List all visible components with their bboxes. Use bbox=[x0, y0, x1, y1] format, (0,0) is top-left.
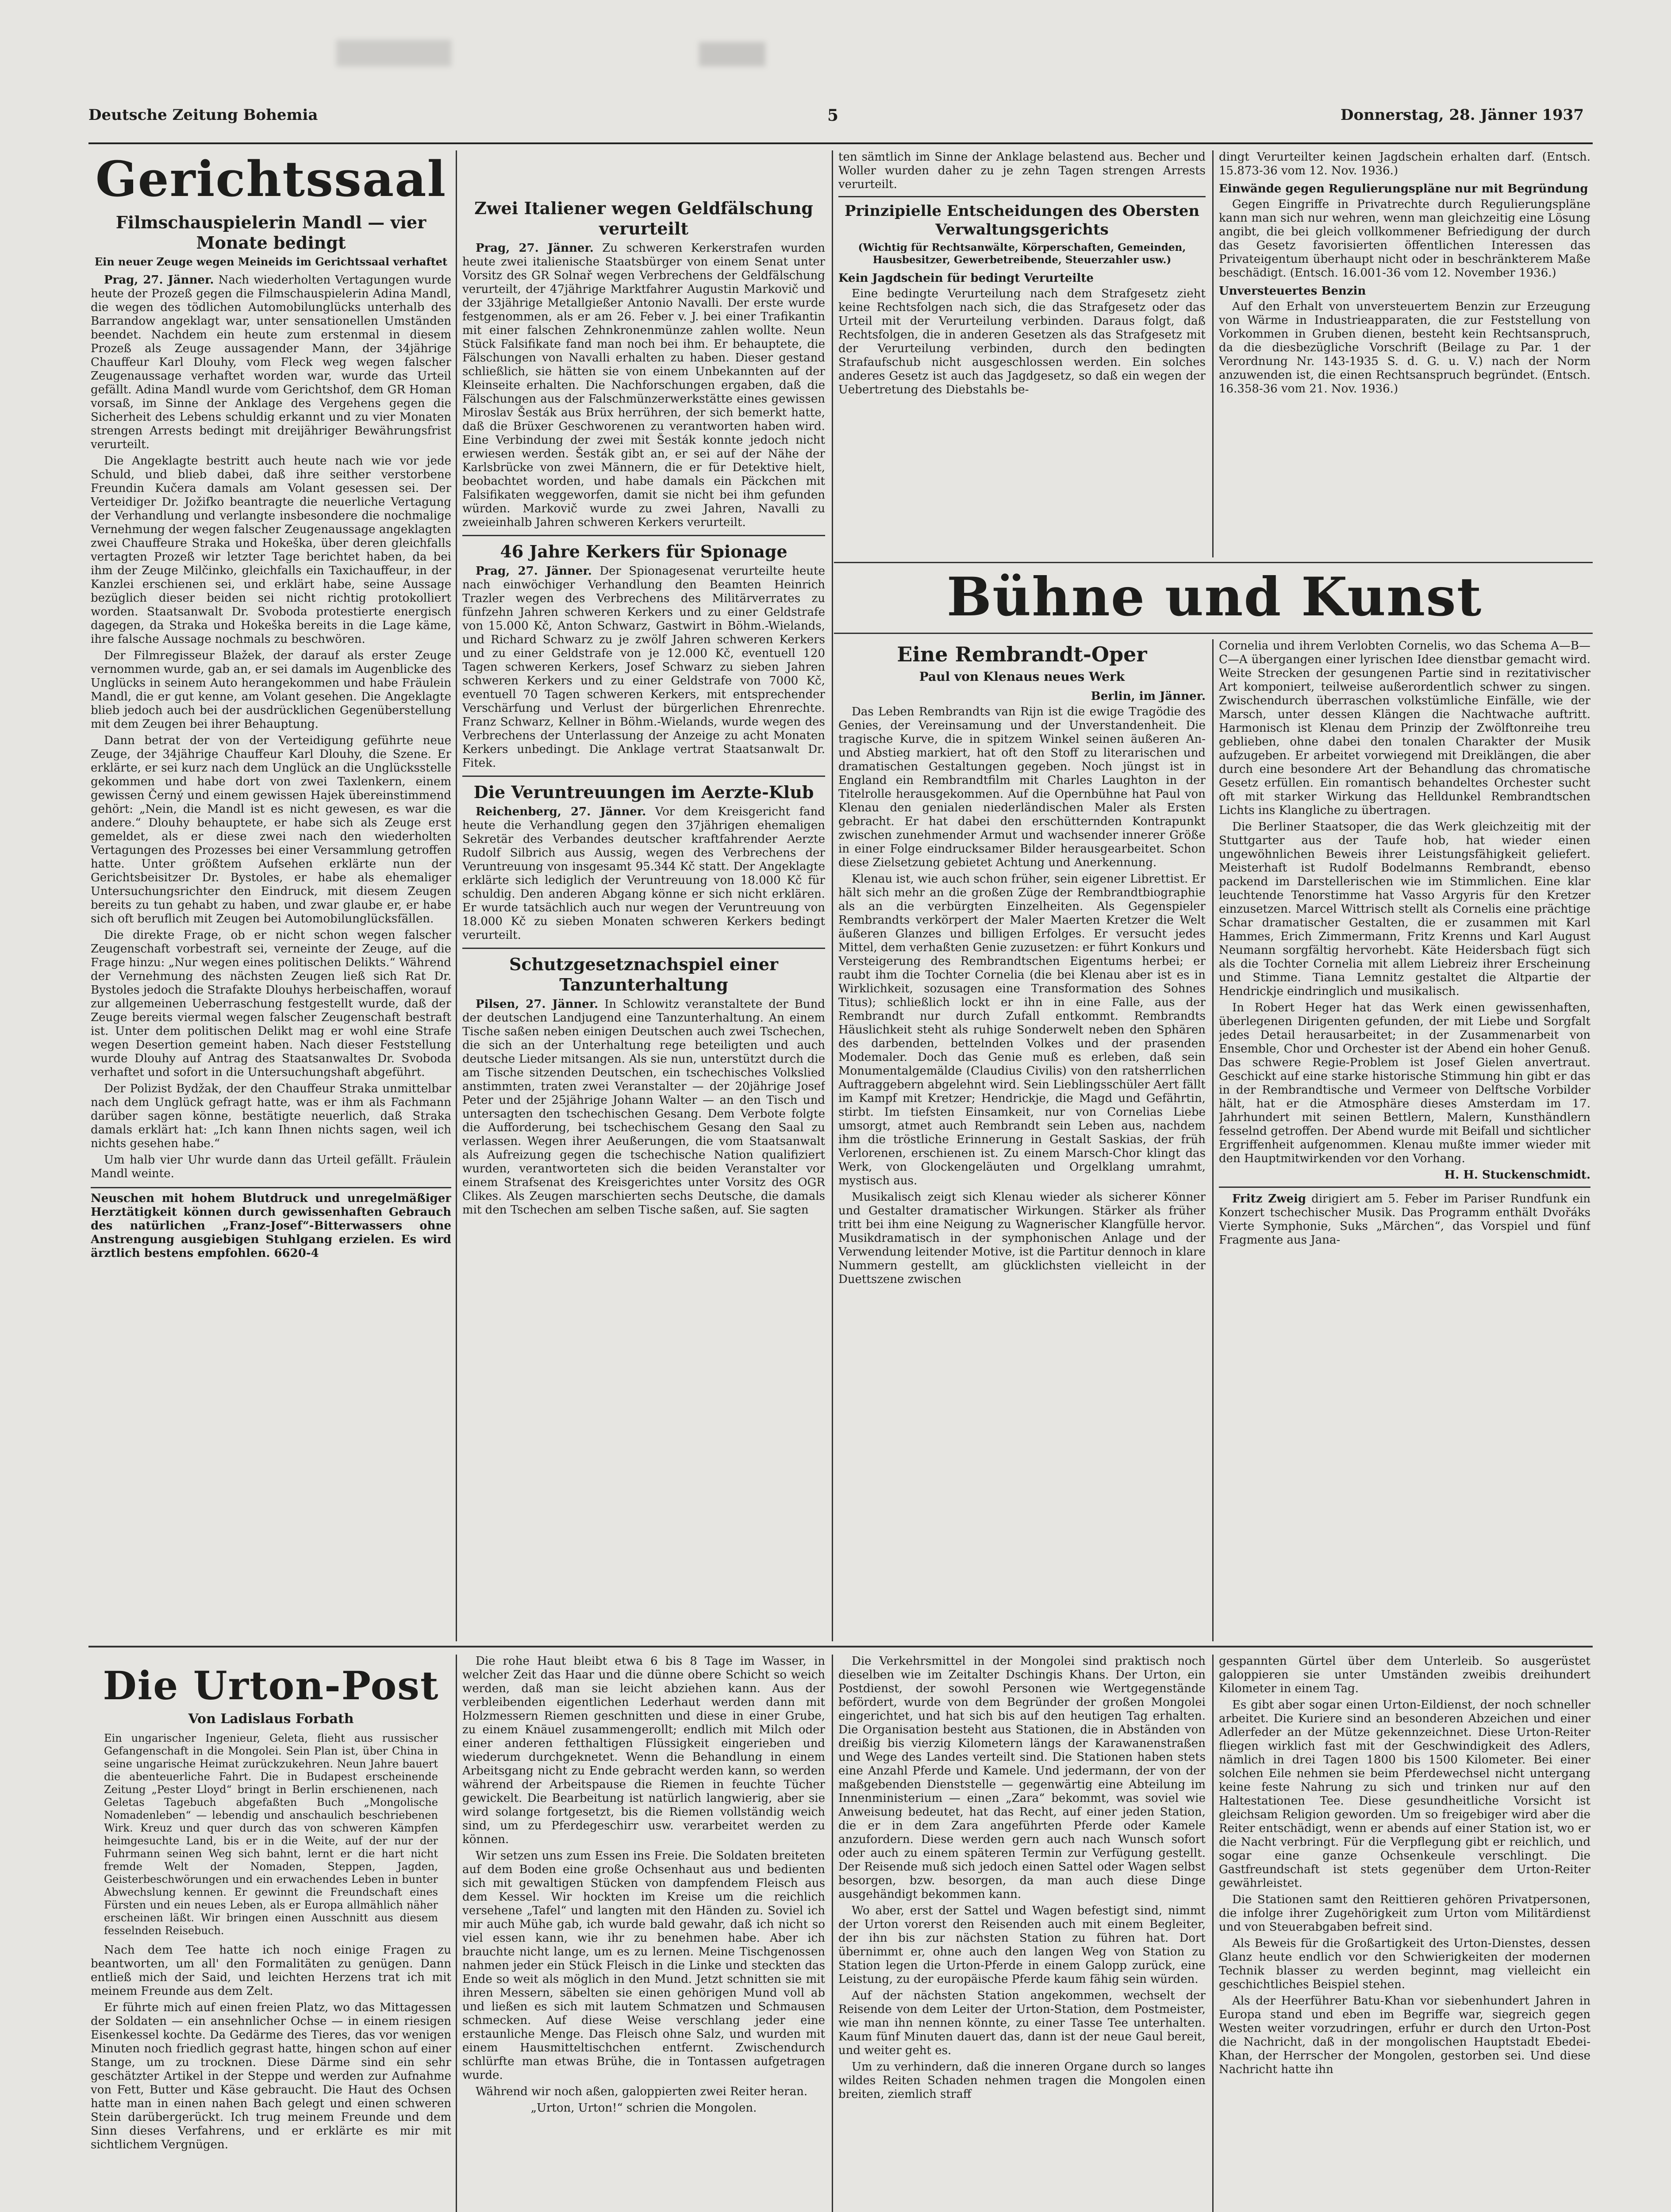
article-title-italiener: Zwei Italiener wegen Geldfälschung verurteilt bbox=[474, 198, 813, 238]
feuilleton-intro: Ein ungarischer Ingenieur, Geleta, flieht aus russischer Gefangenschaft in die Mongolei. Sein Plan ist, über China in seine ungarische Heimat zurückzukehren. Neun Jahre bauert die abenteuerliche Fahrt. Die in Budapest erscheinende Zeitung „Pester Lloyd“ bringt in Berlin erschienenen, nach Geletas Tagebuch abgefaßten Buch „Mongolische Nomadenleben“ — lebendig und anschaulich beschriebenen Wirk. Kreuz und quer durch das von schweren Kämpfen heimgesuchte Land, bis er in die Weite, auf der nur der Fuhrmann seinen Weg sich bahnt, lernt er die hart nicht fremde Welt der Nomaden, Steppen, Jagden, Geisterbeschwörungen und ein erwachendes Leben in bunter Abwechslung kennen. Er gewinnt die Freundschaft eines Fürsten und ein neues Leben, als er Europa allmählich näher erscheinen läßt. Wir bringen einen Ausschnitt aus diesem fesselnden Reisebuch. bbox=[104, 1732, 438, 1937]
author-signature: H. H. Stuckenschmidt. bbox=[1444, 1168, 1590, 1182]
column-4-top bbox=[1219, 150, 1590, 557]
column-rule bbox=[456, 150, 457, 1641]
article-paragraph: Als der Heerführer Batu-Khan vor siebenhundert Jahren in Europa stand und eben im Begriffe war, siegreich gegen Westen weiter vorzudringen, erfuhr er durch den Urton-Post die Nachricht, daß in der mongolischen Hauptstadt Ebedei-Khan, der Herrscher der Mongolen, gestorben sei. Und diese Nachricht hatte ihn bbox=[1219, 1994, 1590, 2076]
article-paragraph: Die Angeklagte bestritt auch heute nach wie vor jede Schuld, und blieb dabei, daß ihre seither verstorbene Freundin Kučera damals am Volant gesessen sei. Der Verteidiger Dr. Jožifko beantragte die neuerliche Vertagung der Verhandlung und verlangte insbesondere die nochmalige Vernehmung der wegen falscher Zeugenaussage angeklagten zwei Chauffeure Straka und Hokeška, über deren gleichfalls vertagten Prozeß wir letzter Tage berichtet haben, da bei ihm der Zeuge Milčinko, gleichfalls ein Taxichauffeur, in der Kanzlei erschienen sei, und erklärt habe, seine Aussage bezüglich dieser beiden sei nicht richtig protokolliert worden. Staatsanwalt Dr. Svoboda protestierte energisch dagegen, da Straka und Hokeška bereits in die Lage käme, ihre falsche Aussage nochmals zu beschwören. bbox=[91, 454, 451, 646]
feuilleton-column-1 bbox=[91, 1655, 451, 2212]
article-title-mandl: Filmschauspielerin Mandl — vier Monate bedingt bbox=[115, 212, 426, 253]
article-subtitle-mandl: Ein neuer Zeuge wegen Meineids im Gerichtssaal verhaftet bbox=[94, 255, 448, 268]
article-paragraph: Die Stationen samt den Reittieren gehören Privatpersonen, die infolge ihrer Zugehörigkeit zum Urton vom Militärdienst und von Steuerabgaben befreit sind. bbox=[1219, 1893, 1590, 1934]
subhead-jagdschein: Kein Jagdschein für bedingt Verurteilte bbox=[838, 272, 1094, 285]
article-paragraph: Um zu verhindern, daß die inneren Organe durch so langes wildes Reiten Schaden nehmen tragen die Mongolen einen breiten, ziemlich straff bbox=[838, 2060, 1206, 2101]
column-2 bbox=[462, 195, 825, 1641]
article-rule bbox=[462, 948, 825, 949]
article-paragraph: Er führte mich auf einen freien Platz, wo das Mittagessen der Soldaten — ein ansehnlicher Ochse — in einem riesigen Eisenkessel kochte. Da Gedärme des Tieres, das vor wenigen Minuten noch friedlich gegrast hatte, hingen schon auf einer Stange, um zu trocknen. Diese Därme sind ein sehr geschätzter Artikel in der Steppe und werden zur Aufnahme von Fett, Butter und Käse gebraucht. Die Haut des Ochsen hatte man in einen nahen Bach gelegt und einen schweren Stein darübergerückt. Ich trug meinem Freunde und dem Sinn dieses Verfahrens, und er erklärte es mir mit sichtlichem Vergnügen. bbox=[91, 2001, 451, 2151]
article-paragraph: gespannten Gürtel über dem Unterleib. So ausgerüstet galoppieren sie unter Umständen zweibis dreihundert Kilometer in einem Tag. bbox=[1219, 1655, 1590, 1695]
article-paragraph: Nach dem Tee hatte ich noch einige Fragen zu beantworten, um all' den Formalitäten zu genügen. Dann entließ mich der Said, und leichten Herzens trat ich mit meinem Freunde aus dem Zelt. bbox=[91, 1943, 451, 1998]
section-rule bbox=[834, 633, 1593, 634]
article-title-aerzteklub: Die Veruntreuungen im Aerzte-Klub bbox=[473, 782, 814, 802]
column-rule bbox=[832, 1655, 833, 2212]
article-paragraph: Während wir noch aßen, galoppierten zwei Reiter heran. bbox=[476, 2085, 808, 2098]
article-subtitle-rembrandt: Paul von Klenaus neues Werk bbox=[919, 669, 1125, 684]
article-paragraph: Gegen Eingriffe in Privatrechte durch Regulierungspläne kann man sich nur wehren, wenn man gleichzeitig eine Lösung angibt, die bei gleich vollkommener Befriedigung der durch das Gesetz favorisierten öffentlichen Interessen das Privateigentum überhaupt nicht oder in beschränkterem Maße beschädigt. (Entsch. 16.001-36 vom 12. November 1936.) bbox=[1219, 198, 1590, 280]
scan-smudge bbox=[336, 40, 451, 66]
article-paragraph bbox=[462, 565, 825, 770]
paragraph-text: dirigiert am 5. Feber im Pariser Rundfunk ein Konzert tschechischer Musik. Das Programm enthält Dvořáks Vierte Symphonie, Suks „Märchen“, das Vorspiel und fünf Fragmente aus Jana- bbox=[1219, 1192, 1590, 1247]
dateline: Pilsen, 27. Jänner. bbox=[476, 998, 599, 1011]
article-paragraph: dingt Verurteilter keinen Jagdschein erhalten darf. (Entsch. 15.873-36 vom 12. Nov. 1936.) bbox=[1219, 150, 1590, 177]
feuilleton-title: Die Urton-Post bbox=[103, 1663, 439, 1709]
subhead-regulierung: Einwände gegen Regulierungspläne nur mit Begründung bbox=[1219, 182, 1588, 196]
article-paragraph: Eine bedingte Verurteilung nach dem Strafgesetz zieht keine Rechtsfolgen nach sich, die das Strafgesetz oder das Urteil mit der Verurteilung verbinden. Daraus folgt, daß Rechtsfolgen, die in anderen Gesetzen als das Strafgesetz mit der Verurteilung verbinden, durch den bedingten Strafaufschub nicht ausgeschlossen werden. Ein solches anderes Gesetz ist auch das Jagdgesetz, so daß ein wegen der Uebertretung des Diebstahls be- bbox=[838, 287, 1206, 396]
issue-date: Donnerstag, 28. Jänner 1937 bbox=[1340, 106, 1584, 124]
dateline: Prag, 27. Jänner. bbox=[104, 273, 214, 287]
article-paragraph: Die Verkehrsmittel in der Mongolei sind praktisch noch dieselben wie im Zeitalter Dschingis Khans. Der Urton, ein Postdienst, der sowohl Personen wie Wertgegenstände befördert, wurde von dem Begründer der großen Mongolei eingerichtet, und hat sich bis auf den heutigen Tag erhalten. Die Organisation besteht aus Stationen, die in Abständen von dreißig bis vierzig Kilometern längs der Karawanenstraßen und Wege des Landes verteilt sind. Die Stationen haben stets eine Anzahl Pferde und Kamele. Und jedermann, der von der maßgebenden Dienststelle — gegenwärtig eine Abteilung im Innenministerium — einen „Zara“ bekommt, was soviel wie Anweisung bedeutet, hat das Recht, auf einer jeden Station, die er in dem Zara angeführten Pferde oder Kamele anzufordern. Diese werden gern auch nach Wunsch sofort oder auch zu einem späteren Termin zur Verfügung gestellt. Der Reisende muß sich jedoch einen Sattel oder Wagen selbst besorgen, bzw. besorgen, da man auch diese Dinge ausgehändigt bekommen kann. bbox=[838, 1655, 1206, 1901]
article-rule bbox=[462, 535, 825, 536]
article-paragraph: Wo aber, erst der Sattel und Wagen befestigt sind, nimmt der Urton vorerst den Reisenden auch mit einem Begleiter, der ihn bis zur nächsten Station zu führen hat. Dort übernimmt er, ohne auch den langen Weg von Station zu Station legen die Urton-Pferde in einem Galopp zurück, eine Leistung, zu der europäische Pferde kaum fähig sein würden. bbox=[838, 1904, 1206, 1986]
section-rule bbox=[834, 562, 1593, 563]
article-paragraph: Als Beweis für die Großartigkeit des Urton-Dienstes, dessen Glanz heute endlich vor den Schwierigkeiten der modernen Technik blasser zu werden beginnt, mag vielleicht ein geschichtliches Beispiel stehen. bbox=[1219, 1937, 1590, 1991]
feuilleton-author: Von Ladislaus Forbath bbox=[188, 1711, 354, 1727]
article-paragraph bbox=[91, 273, 451, 452]
column-3-top bbox=[838, 150, 1206, 557]
article-paragraph: Die Berliner Staatsoper, die das Werk gleichzeitig mit der Stuttgarter aus der Taufe hob, hat wieder einen ungewöhnlichen Beweis ihrer Leistungsfähigkeit geliefert. Meisterhaft ist Rudolf Bodelmanns Rembrandt, ebenso packend im Darstellerischen wie im Stimmlichen. Eine klar leuchtende Tenorstimme hat Vasso Argyris für den Kretzer einzusetzen. Marcel Wittrisch stellt als Cornelis eine prächtige Schar dramatischer Gestalten, die er zusammen mit Karl Hammes, Erich Zimmermann, Fritz Krenns und Karl August Neumann sorgfältig hervorhebt. Käte Heidersbach fügt sich als die Tochter Cornelia mit allem Liebreiz ihrer Erscheinung und Stimme. Tiana Lemnitz gestaltet die Altpartie der Hendrickje eindringlich und musikalisch. bbox=[1219, 820, 1590, 998]
subhead-zweig: Fritz Zweig bbox=[1232, 1192, 1306, 1206]
article-paragraph: Musikalisch zeigt sich Klenau wieder als sicherer Könner und Gestalter dramatischer Wirkungen. Stärker als früher tritt bei ihm eine Neigung zu Wagnerischer Klangfülle hervor. Musikdramatisch in der symphonischen Anlage und der Verwendung leitender Motive, ist die Partitur dennoch in klare Nummern gestellt, am glücklichsten vielleicht in der Duettszene zwischen bbox=[838, 1190, 1206, 1286]
article-rule bbox=[838, 196, 1206, 197]
article-title-rembrandt: Eine Rembrandt-Oper bbox=[897, 642, 1147, 666]
article-paragraph: ten sämtlich im Sinne der Anklage belastend aus. Becher und Woller wurden daher zu je zehn Tagen strengen Arrests verurteilt. bbox=[838, 150, 1206, 191]
article-paragraph: Um halb vier Uhr wurde dann das Urteil gefällt. Fräulein Mandl weinte. bbox=[91, 1153, 451, 1180]
article-paragraph: Der Filmregisseur Blažek, der darauf als erster Zeuge vernommen wurde, gab an, er sei damals im Augenblicke des Unglücks in seinem Auto herangekommen und habe Fräulein Mandl, die er gut kenne, am Volant gesehen. Die Angeklagte blieb jedoch auch bei der ausdrücklichen Gegenüberstellung mit dem Zeugen bei ihrer Behauptung. bbox=[91, 649, 451, 731]
page-header bbox=[88, 106, 1584, 142]
article-paragraph: Der Polizist Bydžak, der den Chauffeur Straka unmittelbar nach dem Unglück gefragt hatte, was er ihm als Fachmann darüber sagen könne, bestätigte neuerlich, daß Straka damals erklärt hat: „Ich kann Ihnen nichts sagen, weil ich nichts gesehen habe.“ bbox=[91, 1082, 451, 1150]
article-paragraph: Auf den Erhalt von unversteuertem Benzin zur Erzeugung von Wärme in Industrieapparaten, die zur Feststellung von Vorkommen in Gruben dienen, besteht kein Rechtsanspruch, da die diesbezügliche Vorschrift (Beilage zu Par. 1 der Verordnung Nr. 143-1935 S. d. G. u. V.) nach der Norm anzuwenden ist, die einen Rechtsanspruch begründet. (Entsch. 16.358-36 vom 21. Nov. 1936.) bbox=[1219, 300, 1590, 396]
article-rule bbox=[1219, 1187, 1590, 1188]
dateline: Berlin, im Jänner. bbox=[1091, 690, 1206, 703]
article-paragraph: Auf der nächsten Station angekommen, wechselt der Reisende von dem Leiter der Urton-Station, dem Postmeister, wie man ihn nennen könnte, zu einer Tasse Tee unterhalten. Kaum fünf Minuten dauert das, dann ist der neue Gaul bereit, und weiter geht es. bbox=[838, 1989, 1206, 2057]
article-subtitle-verwaltungsgericht: (Wichtig für Rechtsanwälte, Körperschaften, Gemeinden, Hausbesitzer, Gewerbetreibende, Steuerzahler usw.) bbox=[858, 242, 1186, 266]
page-number: 5 bbox=[827, 106, 839, 125]
paragraph-text: Der Spionagesenat verurteilte heute nach einwöchiger Verhandlung den Beamten Heinrich Trazler wegen des Verbrechens des Militärverrates zu fünfzehn Jahren schweren Kerkers und zu einer Geldstrafe von 15.000 Kč, Anton Schwarz, Gastwirt in Böhm.-Wielands, und Richard Schwarz zu je zwölf Jahren schweren Kerkers und zu einer Geldstrafe von je 12.000 Kč, eventuell 120 Tagen schweren Kerkers, Josef Schwarz zu sieben Jahren schweren Kerkers und zu einer Geldstrafe von 7000 Kč, eventuell 70 Tagen schweren Kerkers, mit entsprechender Verschärfung und Verlust der bürgerlichen Ehrenrechte. Franz Schwarz, Kellner in Böhm.-Wielands, wurde wegen des Verbrechens der Unterlassung der Anzeige zu acht Monaten Kerkers unbedingt. Die Anklage vertrat Staatsanwalt Dr. Fitek. bbox=[462, 565, 825, 770]
paragraph-text: Nach wiederholten Vertagungen wurde heute der Prozeß gegen die Filmschauspielerin Adina Mandl, die wegen des tödlichen Automobilunglücks unterhalb des Barrandow angeklagt war, unter sensationellen Umständen beendet. Nachdem ein heute zum erstenmal in diesem Prozeß als Zeuge aussagender Mann, der 34jährige Chauffeur Karl Dlouhy, vom Fleck weg wegen falscher Zeugenaussage verhaftet worden war, wurde das Urteil gefällt. Adina Mandl wurde vom Gerichtshof, dem GR Homan vorsaß, im Sinne der Anklage des Vergehens gegen die Sicherheit des Lebens schuldig erkannt und zu vier Monaten strengen Arrests bedingt mit dreijähriger Bewährungsfrist verurteilt. bbox=[91, 273, 451, 451]
article-title-tanzunterhaltung: Schutzgesetznachspiel einer Tanzunterhaltung bbox=[509, 954, 779, 995]
feuilleton-column-4 bbox=[1219, 1655, 1590, 2212]
column-rule bbox=[1212, 639, 1214, 1641]
dateline: Reichenberg, 27. Jänner. bbox=[476, 805, 646, 818]
dateline: Prag, 27. Jänner. bbox=[476, 242, 594, 255]
column-1 bbox=[91, 150, 451, 1641]
column-rule bbox=[1212, 1655, 1214, 2212]
scan-smudge-2 bbox=[699, 42, 765, 66]
section-heading-buehne: Bühne und Kunst bbox=[946, 566, 1483, 628]
advertisement-notice: Neuschen mit hohem Blutdruck und unregelmäßiger Herztätigkeit können durch gewissenhaften Gebrauch des natürlichen „Franz-Josef“-Bitterwassers ohne Anstrengung ausgiebigen Stuhlgang erzielen. Es wird ärztlich bestens empfohlen. 6620-4 bbox=[91, 1187, 451, 1260]
feuilleton-column-2 bbox=[462, 1655, 825, 2212]
article-paragraph: Klenau ist, wie auch schon früher, sein eigener Librettist. Er hält sich mehr an die großen Züge der Rembrandtbiographie als an die verbürgten Einzelheiten. Als Gegenspieler Rembrandts verkörpert der Maler Maerten Kretzer die Welt äußeren Glanzes und billigen Erfolges. Er versucht jedes Mittel, dem verhaßten Genie zuzusetzen: er führt Konkurs und Versteigerung des Rembrandtschen Eigentums herbei; er raubt ihm die Tochter Cornelia (die bei Klenau aber ist es in Wirklichkeit, sozusagen eine Transformation des Sohnes Titus); schließlich lockt er ihn in eine Falle, aus der Rembrandt nur durch Zufall entkommt. Rembrandts Häuslichkeit steht als ruhige Sonderwelt neben den Sphären des darbenden, bettelnden Volkes und der prasenden Modemaler. Doch das Genie muß es erleben, daß sein Monumentalgemälde (Claudius Civilis) von den ratsherrlichen Auftraggebern abgelehnt wird. Sein Lieblingsschüler Aert fällt im Kampf mit Kretzer; Hendrickje, die Magd und Gefährtin, stirbt. Im tiefsten Einsamkeit, nur von Cornelias Liebe umsorgt, atmet auch Rembrandt sein Leben aus, nachdem ihm die tröstliche Erinnerung in Gestalt Saskias, der früh Verlorenen, erschienen ist. Zu einem Marsch-Chor klingt das Werk, von Glockengeläuten und Orgelklang umrahmt, mystisch aus. bbox=[838, 872, 1206, 1187]
paragraph-text: Vor dem Kreisgericht fand heute die Verhandlung gegen den 37jährigen ehemaligen Sekretär des Verbandes deutscher kraftfahrender Aerzte Rudolf Silbrich aus Aussig, wegen des Verbrechens der Veruntreuung von insgesamt 95.344 Kč statt. Der Angeklagte erklärte sich lediglich der Veruntreuung von 18.000 Kč für schuldig. Den anderen Abgang könne er sich nicht erklären. Er wurde tatsächlich auch nur wegen der Veruntreuung von 18.000 Kč zu sieben Monaten schweren Kerkers bedingt verurteilt. bbox=[462, 805, 825, 942]
paragraph-text: Zu schweren Kerkerstrafen wurden heute zwei italienische Staatsbürger von einem Senat unter Vorsitz des GR Solnař wegen Verbrechens der Geldfälschung verurteilt, der 47jährige Marktfahrer Augustin Markovič und der 33jährige Metallgießer Antonio Navalli. Der erste wurde festgenommen, als er am 26. Feber v. J. bei einer Trafikantin mit einer falschen Zehnkronenmünze zahlen wollte. Neun Stück Falsifikate fand man noch bei ihm. Er behauptete, die Fälschungen von Navalli erhalten zu haben. Dieser gestand schließlich, sie hätten sie von einem Unbekannten auf der Kleinseite erhalten. Die Nachforschungen ergaben, daß die Fälschungen aus der Falschmünzerwerkstätte eines gewissen Miroslav Šesták aus Brüx herrühren, der sich bemerkt hatte, daß die Brüxer Geschworenen zu verantworten haben wird. Eine Verbindung der zwei mit Šesták konnte jedoch nicht erwiesen werden. Šesták gibt an, er sei auf der Nähe der Karlsbrücke von zwei Männern, die er für Detektive hielt, beobachtet worden, und habe damals ein Päckchen mit Falsifikaten weggeworfen, damit sie nicht bei ihm gefunden würden. Markovič wurde zu zwei Jahren, Navalli zu zweieinhalb Jahren schweren Kerkers verurteilt. bbox=[462, 242, 825, 529]
article-paragraph: Die rohe Haut bleibt etwa 6 bis 8 Tage im Wasser, in welcher Zeit das Haar und die dünne obere Schicht so weich werden, daß man sie leicht abziehen kann. Aus der verbleibenden eigentlichen Lederhaut werden dann mit Holzmessern Riemen geschnitten und diese in einer Grube, zu einem Knäuel zusammengerollt; endlich mit Milch oder einer anderen fetthaltigen Flüssigkeit eingerieben und wiederum durchgeknetet. Wenn die Behandlung in einem Arbeitsgang nicht zu Ende gebracht werden kann, so werden während der Arbeitspause die Riemen in feuchte Tücher gewickelt. Die Bearbeitung ist natürlich langwierig, aber sie wird solange fortgesetzt, bis die Riemen vollständig weich sind, um zu Pferdegeschirr usw. verarbeitet werden zu können. bbox=[462, 1655, 825, 1846]
article-paragraph bbox=[462, 805, 825, 942]
article-paragraph: „Urton, Urton!“ schrien die Mongolen. bbox=[530, 2101, 757, 2115]
article-rule bbox=[462, 776, 825, 777]
section-heading-gerichtssaal: Gerichtssaal bbox=[95, 150, 447, 207]
article-paragraph: Die direkte Frage, ob er nicht schon wegen falscher Zeugenschaft vorbestraft sei, verneinte der Zeuge, auf die Frage hinzu: „Nur wegen eines politischen Delikts.“ Während der Vernehmung des nächsten Zeugen ließ sich Rat Dr. Bystoles jedoch die Strafakte Dlouhys herbeischaffen, worauf zur allgemeinen Ueberraschung festgestellt wurde, daß der Zeuge bereits viermal wegen falscher Zeugenschaft bestraft ist. Unter dem politischen Delikt mag er wohl eine Strafe wegen Desertion gemeint haben. Nach dieser Feststellung wurde Dlouhy auf Antrag des Staatsanwaltes Dr. Svoboda verhaftet und sofort in die Untersuchungshaft abgeführt. bbox=[91, 929, 451, 1079]
dateline: Prag, 27. Jänner. bbox=[476, 565, 592, 578]
article-title-spionage: 46 Jahre Kerkers für Spionage bbox=[500, 541, 787, 561]
column-3-rembrandt bbox=[838, 639, 1206, 1641]
paragraph-text: In Schlowitz veranstaltete der Bund der deutschen Landjugend eine Tanzunterhaltung. An einem Tische saßen neben einigen Deutschen auch zwei Tschechen, die sich an der Unterhaltung rege beteiligten und auch deutsche Lieder mitsangen. Als sie nun, unterstützt durch die am Tische sitzenden Deutschen, ein tschechisches Volkslied anstimmten, traten zwei Veranstalter — der 20jährige Josef Peter und der 25jährige Johann Walter — an den Tisch und untersagten den tschechischen Gesang. Dem Verbote folgte die Aufforderung, bei tschechischem Gesang den Saal zu verlassen. Wegen ihrer Aeußerungen, die vom Staatsanwalt als Aufreizung gegen die tschechische Nation qualifiziert wurden, verantworteten sich die beiden Veranstalter vor einem Strafsenat des Kreisgerichtes unter Vorsitz des OGR Clikes. Als Zeugen marschierten sechs Deutsche, die damals mit den Tschechen am selben Tische saßen, auf. Sie sagten bbox=[462, 998, 825, 1217]
feuilleton-column-3 bbox=[838, 1655, 1206, 2212]
article-paragraph: In Robert Heger hat das Werk einen gewissenhaften, überlegenen Dirigenten gefunden, der mit Liebe und Sorgfalt jedes Detail herausarbeitet; in der Zusammenarbeit von Ensemble, Chor und Orchester ist der Abend ein hoher Genuß. Das schwere Regie-Problem ist Josef Gielen anvertraut. Geschickt auf eine starke historische Stimmung hin gibt er das in der Rembrandtische und Vermeer von Delftsche Vorbilder hält, hat er die Atmosphäre dieses Amsterdam im 17. Jahrhundert mit seinen Bettlern, Malern, Kunsthändlern fesselnd getroffen. Der Abend wurde mit Beifall und sichtlicher Ergriffenheit aufgenommen. Klenau mußte immer wieder mit den Hauptmitwirkenden vor den Vorhang. bbox=[1219, 1001, 1590, 1165]
column-4-rembrandt bbox=[1219, 639, 1590, 1641]
article-title-verwaltungsgericht: Prinzipielle Entscheidungen des Obersten Verwaltungsgerichts bbox=[844, 202, 1200, 238]
column-rule bbox=[1212, 150, 1214, 557]
article-paragraph: Cornelia und ihrem Verlobten Cornelis, wo das Schema A—B—C—A übergangen einer lyrischen Idee dienstbar gemacht wird. Weite Strecken der gesungenen Partie sind in rezitativischer Art komponiert, teilweise außerordentlich schwer zu singen. Zwischendurch überraschen volkstümliche Einfälle, wie der Marsch, unter dessen Klängen die Nachtwache auftritt. Harmonisch ist Klenau dem Prinzip der Zwölftonreihe treu geblieben, ohne dabei den tonalen Charakter der Musik aufzugeben. Er arbeitet vorwiegend mit Dreiklängen, die aber durch eine besondere Art der Behandlung das chromatische Gesetz erfüllen. Ein romantisch behandeltes Orchester sucht oft mit starker Wirkung das Helldunkel Rembrandtschen Lichts ins Klangliche zu übertragen. bbox=[1219, 639, 1590, 817]
article-paragraph bbox=[462, 998, 825, 1217]
column-rule bbox=[456, 1655, 457, 2212]
feuilleton-rule bbox=[88, 1646, 1593, 1647]
article-paragraph: Es gibt aber sogar einen Urton-Eildienst, der noch schneller arbeitet. Die Kuriere sind an besonderen Abzeichen und einer Adlerfeder an der Mütze gekennzeichnet. Diese Urton-Reiter fliegen wirklich fast mit der Geschwindigkeit des Adlers, nämlich in drei Tagen 1800 bis 1500 Kilometer. Bei einer solchen Eile nehmen sie beim Pferdewechsel nicht untergang keine feste Nahrung zu sich und trinken nur auf den Haltestationen Tee. Diese gesundheitliche Vorsicht ist gleichsam Religion geworden. Um so freigebiger wird aber die Reiter entschädigt, wenn er abends auf einer Station ist, wo er die Nacht verbringt. Für die Verpflegung gibt er reichlich, und sogar eine ganze Ochsenkeule verschlingt. Die Gastfreundschaft ist stets gegenüber dem Urton-Reiter gewährleistet. bbox=[1219, 1698, 1590, 1890]
article-paragraph: Das Leben Rembrandts van Rijn ist die ewige Tragödie des Genies, der Vereinsamung und der Unverstandenheit. Die tragische Kurve, die in spitzem Winkel seinen äußeren An- und Abstieg markiert, hat oft den Stoff zu literarischen und dramatischen Gestaltungen gegeben. Noch jüngst ist in England ein Rembrandtfilm mit Charles Laughton in der Titelrolle herausgekommen. Auf die Opernbühne hat Paul von Klenau den genialen niederländischen Maler als Ersten gebracht. Er hat dabei den erschütternden Kontrapunkt zwischen zunehmender Armut und wachsender innerer Größe in einer Folge eindrucksamer Bilder herausgearbeitet. Schon diese Zielsetzung gebietet Achtung und Anerkennung. bbox=[838, 705, 1206, 869]
article-paragraph: Wir setzen uns zum Essen ins Freie. Die Soldaten breiteten auf dem Boden eine große Ochsenhaut aus und bedienten sich mit gewaltigen Stücken von dampfendem Fleisch aus dem Kessel. Wir hockten im Kreise um die reichlich versehene „Tafel“ und langten mit den Händen zu. Soviel ich mir auch Mühe gab, ich wurde bald gewahr, daß ich nicht so viel essen kann, wie ihr zu benehmen habe. Aber ich brauchte nicht lange, um es zu lernen. Meine Tischgenossen nahmen jeder ein Stück Fleisch in die Linke und steckten das Ende so weit als möglich in den Mund. Jetzt schnitten sie mit ihren Messern, säbelten sie einen gehörigen Mund voll ab und ließen es sich mit lautem Schmatzen und Schmausen schmecken. Auf diese Weise verschlang jeder eine erstaunliche Menge. Das Fleisch ohne Salz, und wurden mit einem Hausmitteltischchen entfernt. Zwischendurch schlürfte man etwas Brühe, die in Tontassen aufgetragen wurde. bbox=[462, 1849, 825, 2082]
article-paragraph bbox=[462, 242, 825, 530]
subhead-benzin: Unversteuertes Benzin bbox=[1219, 284, 1366, 298]
newspaper-name: Deutsche Zeitung Bohemia bbox=[88, 106, 318, 124]
article-paragraph bbox=[1219, 1192, 1590, 1247]
article-paragraph: Dann betrat der von der Verteidigung geführte neue Zeuge, der 34jährige Chauffeur Karl Dlouhy, die Szene. Er erklärte, er sei kurz nach dem Unglück an die Unglücksstelle gekommen und habe dort von zwei Taxlenkern, einem gewissen Černý und einem gewissen Hajek übereinstimmend gehört: „Nein, die Mandl ist es nicht gewesen, es war die andere.“ Dlouhy behauptete, er habe sich als Zeuge erst gemeldet, als er diese zwei nach den wiederholten Vertagungen des Prozesses bei einer Versammlung getroffen hatte. Unter größtem Aufsehen erklärte nun der Gerichtsbeisitzer Dr. Bystoles, er habe als ehemaliger Untersuchungsrichter den Eindruck, mit diesem Zeugen bereits zu tun gehabt zu haben, und zwar glaube er, er habe sich oft beruflich mit Zeugen bei Automobilunglücksfällen. bbox=[91, 734, 451, 926]
column-rule bbox=[832, 150, 833, 1641]
header-rule bbox=[88, 142, 1593, 144]
